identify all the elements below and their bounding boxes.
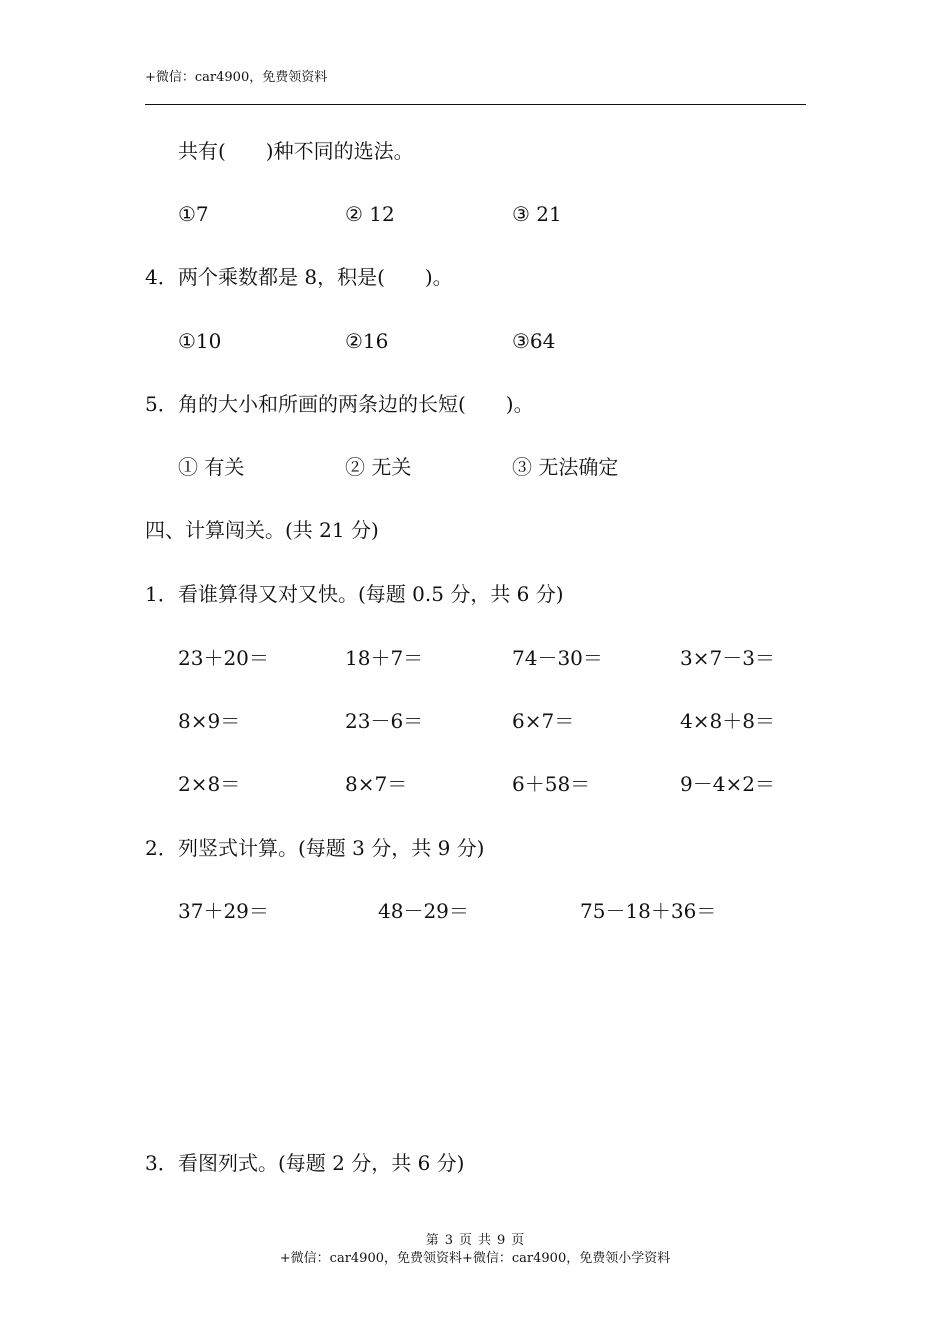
q5-option-2: ② 无关 [345,455,412,479]
q4-number: 4． [145,265,178,289]
calc1-item: 6＋58＝ [512,772,591,796]
q5-question [145,392,534,416]
header-note: +微信：car4900，免费领资料 [145,70,328,85]
section-4-title: 四、计算闯关。(共 21 分) [145,518,379,542]
calc3-question [145,1151,464,1175]
q5-option-1: ① 有关 [178,455,245,479]
q5-text: 角的大小和所画的两条边的长短( )。 [178,392,534,416]
calc2-number: 2． [145,836,178,860]
header-divider [145,104,806,105]
calc1-item: 18＋7＝ [345,646,424,670]
calc3-text: 看图列式。(每题 2 分，共 6 分) [178,1151,465,1175]
calc1-item: 9－4×2＝ [680,772,775,796]
calc2-item: 75－18＋36＝ [580,899,717,923]
q5-option-3: ③ 无法确定 [512,455,619,479]
calc1-item: 23＋20＝ [178,646,269,670]
calc1-item: 4×8＋8＝ [680,709,775,733]
q4-option-2: ②16 [345,329,389,353]
calc1-item: 3×7－3＝ [680,646,775,670]
calc2-item: 48－29＝ [378,899,469,923]
calc2-item: 37＋29＝ [178,899,269,923]
page-current: 3 [444,1233,453,1248]
calc1-item: 8×9＝ [178,709,241,733]
page-total: 9 [497,1233,506,1248]
q4-option-1: ①10 [178,329,222,353]
page-label-total-prefix: 共 [478,1233,492,1248]
calc1-question [145,582,564,606]
q5-number: 5． [145,392,178,416]
page-label-mid: 页 [458,1233,472,1248]
calc1-item: 2×8＝ [178,772,241,796]
calc1-text: 看谁算得又对又快。(每题 0.5 分，共 6 分) [178,582,564,606]
calc1-item: 74－30＝ [512,646,603,670]
footer-note: +微信：car4900，免费领资料+微信：car4900，免费领小学资料 [279,1251,671,1266]
calc1-item: 8×7＝ [345,772,408,796]
calc3-number: 3． [145,1151,178,1175]
page-number [0,1229,950,1248]
calc1-item: 6×7＝ [512,709,575,733]
q3-continuation-text: 共有( )种不同的选法。 [178,139,414,163]
q3-option-2: ② 12 [345,202,395,226]
q3-option-3: ③ 21 [512,202,562,226]
calc1-number: 1． [145,582,178,606]
q4-question [145,265,453,289]
q4-text: 两个乘数都是 8，积是( )。 [178,265,453,289]
calc2-text: 列竖式计算。(每题 3 分，共 9 分) [178,836,485,860]
q4-option-3: ③64 [512,329,556,353]
page-label-suffix: 页 [511,1233,525,1248]
calc2-question [145,836,484,860]
page-label-prefix: 第 [425,1233,439,1248]
q3-option-1: ①7 [178,202,209,226]
calc1-item: 23－6＝ [345,709,424,733]
